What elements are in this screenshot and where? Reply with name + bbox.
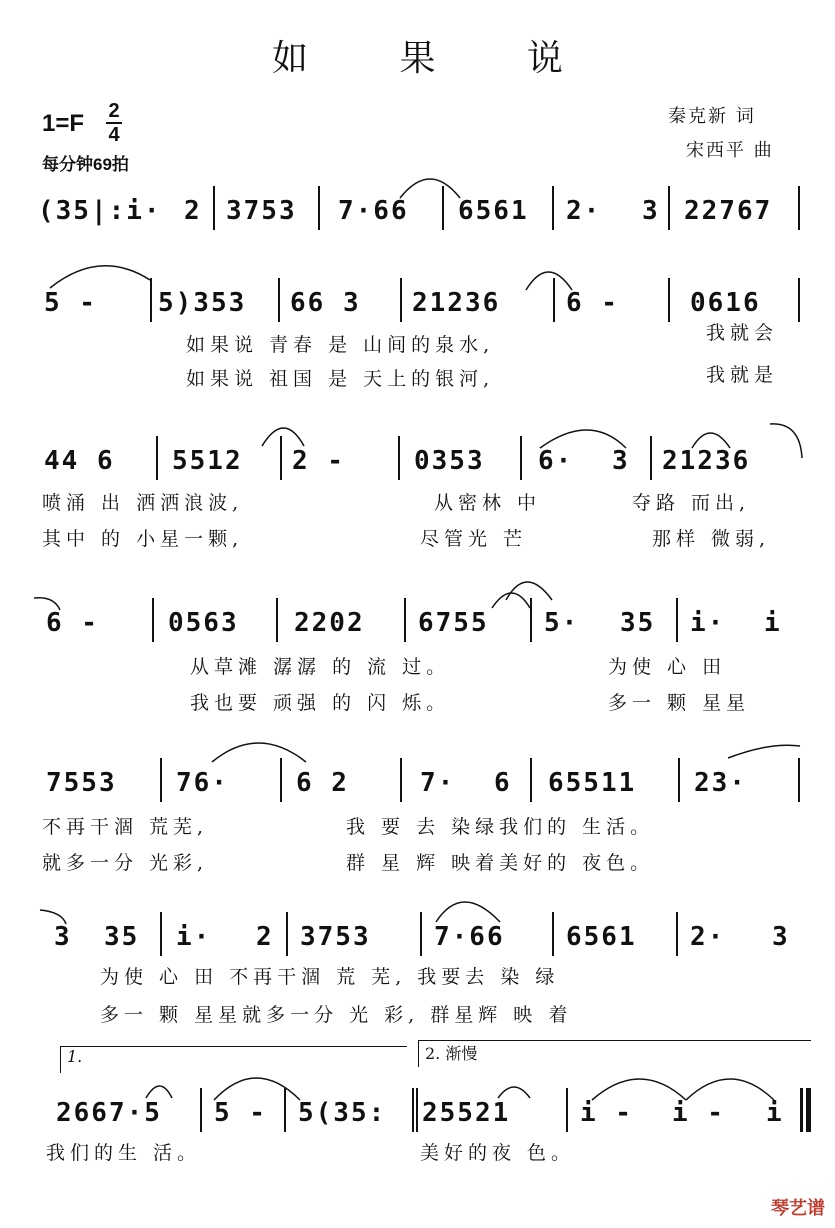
measure: 6 - <box>566 288 619 318</box>
lyric-line-1: 从草滩 潺潺 的 流 过。 <box>190 656 451 678</box>
measure: 22767 <box>684 196 773 226</box>
lyric-line-1: 我们的生 活。 <box>46 1142 202 1164</box>
measure: 25521 <box>422 1098 511 1128</box>
measure: 5· <box>544 608 580 638</box>
lyric-line-1-end: 为使 心 田 <box>608 656 727 678</box>
measure: 6 <box>494 768 512 798</box>
measure: 2· <box>690 922 726 952</box>
time-signature <box>104 100 124 146</box>
measure: 2· <box>566 196 602 226</box>
measure: 7· <box>420 768 456 798</box>
time-signature-top: 2 <box>108 100 120 122</box>
measure: 5 - <box>44 288 97 318</box>
lyric-line-1: 不再干涸 荒芜, <box>42 816 209 838</box>
measure: 35 <box>620 608 656 638</box>
lyric-line-1-end: 夺路 而出, <box>632 492 751 514</box>
lyric-line-2-end: 多一 颗 星星 <box>608 692 751 714</box>
lyric-line-2-end: 那样 微弱, <box>652 528 771 550</box>
measure: 35 <box>104 922 140 952</box>
measure: i· <box>176 922 212 952</box>
measure: 7·66 <box>338 196 409 226</box>
measure: 3 <box>772 922 790 952</box>
measure: 21236 <box>662 446 751 476</box>
lyric-line-2: 多一 颗 星星就多一分 光 彩, 群星辉 映 着 <box>100 1004 573 1026</box>
measure: 3753 <box>300 922 371 952</box>
measure: 0563 <box>168 608 239 638</box>
lyric-line-2: 如果说 祖国 是 天上的银河, <box>186 368 495 390</box>
measure: 2 <box>256 922 274 952</box>
measure: 7·66 <box>434 922 505 952</box>
measure: 6 - <box>46 608 99 638</box>
lyric-line-2: 其中 的 小星一颗, <box>42 528 244 550</box>
lyric-line-1: 为使 心 田 不再干涸 荒 芜, 我要去 染 绿 <box>100 966 560 988</box>
lyric-line-2-mid: 尽管光 芒 <box>420 528 528 550</box>
lyric-line-2: 我也要 顽强 的 闪 烁。 <box>190 692 451 714</box>
measure: 5512 <box>172 446 243 476</box>
measure: i· <box>690 608 726 638</box>
measure: 5 - <box>214 1098 267 1128</box>
measure: 2667·5 <box>56 1098 162 1128</box>
slur <box>0 196 835 256</box>
measure: 3 <box>612 446 630 476</box>
measure: 21236 <box>412 288 501 318</box>
measure: 6561 <box>566 922 637 952</box>
measure: 65511 <box>548 768 637 798</box>
measure: 2 <box>184 196 202 226</box>
lyric-line-1: 如果说 青春 是 山间的泉水, <box>186 334 495 356</box>
lyric-line-1: 喷涌 出 洒洒浪波, <box>42 492 244 514</box>
measure: i <box>766 1098 784 1128</box>
measure: 7553 <box>46 768 117 798</box>
measure: 5)353 <box>158 288 247 318</box>
measure: 76· <box>176 768 229 798</box>
tempo-marking: 每分钟69拍 <box>42 155 129 174</box>
lyric-line-1-end: 我就会 <box>706 322 779 344</box>
lyric-line-1-mid: 从密林 中 <box>434 492 542 514</box>
first-ending-bracket: 1. <box>60 1046 407 1073</box>
measure: 23· <box>694 768 747 798</box>
measure: i - <box>672 1098 725 1128</box>
composer-credit: 宋西平 曲 <box>686 140 774 161</box>
measure: 0353 <box>414 446 485 476</box>
second-ending-bracket: 2. 渐慢 <box>418 1040 811 1067</box>
measure: 5(35: <box>298 1098 387 1128</box>
measure: 6755 <box>418 608 489 638</box>
measure: (35|:i· <box>38 196 162 226</box>
lyric-line-2-end: 群 星 辉 映着美好的 夜色。 <box>346 852 655 874</box>
measure: 0616 <box>690 288 761 318</box>
lyric-line-2-end: 我就是 <box>706 364 779 386</box>
measure: 3 <box>54 922 72 952</box>
measure: 3753 <box>226 196 297 226</box>
watermark-logo: 琴艺谱 <box>771 1198 825 1218</box>
measure: 6 2 <box>296 768 349 798</box>
lyric-line-1-mid: 美好的夜 色。 <box>420 1142 576 1164</box>
measure: i - <box>580 1098 633 1128</box>
measure: 6561 <box>458 196 529 226</box>
measure: 66 3 <box>290 288 361 318</box>
measure: 44 6 <box>44 446 115 476</box>
measure: i <box>764 608 782 638</box>
key-signature: 1=F <box>42 110 85 137</box>
lyric-line-1-end: 我 要 去 染绿我们的 生活。 <box>346 816 655 838</box>
measure: 6· <box>538 446 574 476</box>
lyric-line-2: 就多一分 光彩, <box>42 852 209 874</box>
measure: 2 - <box>292 446 345 476</box>
lyricist-credit: 秦克新 词 <box>668 106 756 127</box>
measure: 3 <box>642 196 660 226</box>
song-title: 如 果 说 <box>272 38 603 79</box>
time-signature-bottom: 4 <box>108 124 120 146</box>
measure: 2202 <box>294 608 365 638</box>
